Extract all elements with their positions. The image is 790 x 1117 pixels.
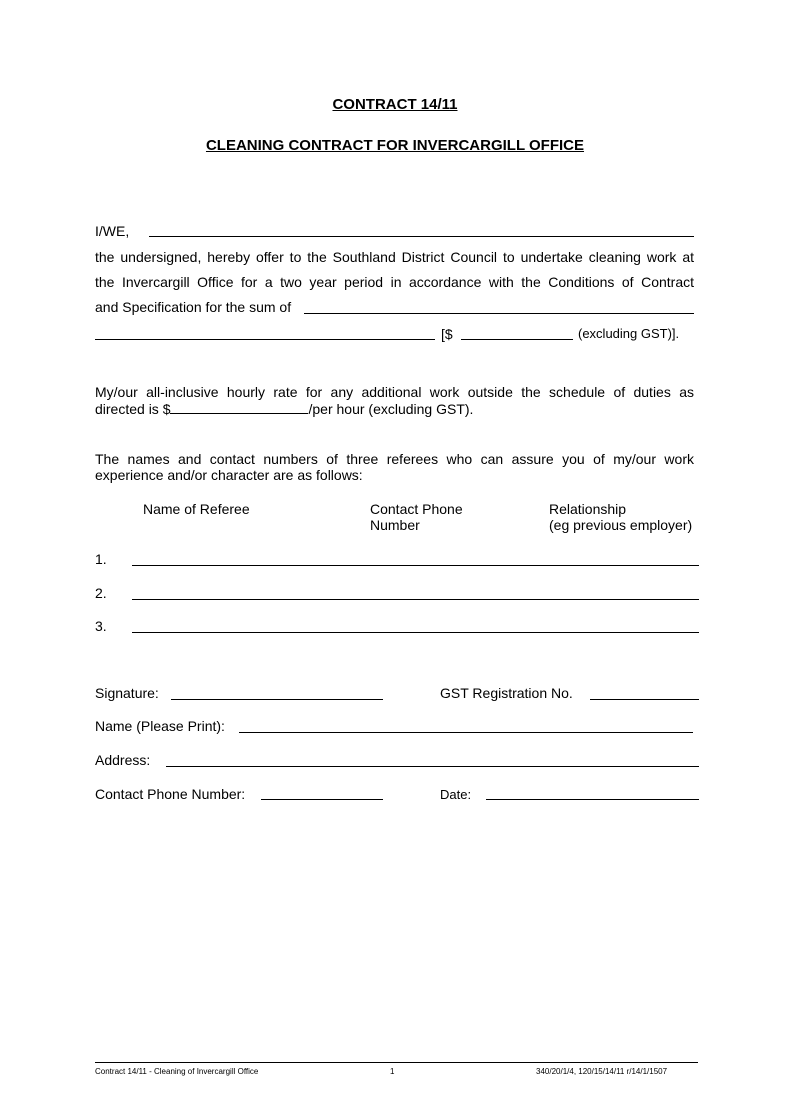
gst-field[interactable]	[590, 699, 699, 700]
sum-words-field-2[interactable]	[95, 339, 435, 340]
referee-row-number: 1.	[95, 551, 107, 567]
contact-phone-field[interactable]	[261, 799, 383, 800]
col-relationship-example: (eg previous employer)	[549, 517, 693, 533]
footer-reference: 340/20/1/4, 120/15/14/11 r/14/1/1507	[536, 1067, 668, 1076]
sum-words-field[interactable]	[304, 313, 694, 314]
signature-field[interactable]	[171, 699, 383, 700]
referee-1-field[interactable]	[132, 565, 699, 566]
hourly-prefix: directed is $	[95, 401, 171, 417]
referee-2-field[interactable]	[132, 599, 699, 600]
sum-amount-field[interactable]	[461, 339, 573, 340]
offer-line-4: and Specification for the sum of	[95, 299, 292, 315]
col-contact-phone: Contact Phone	[370, 501, 463, 517]
offer-line-2: the undersigned, hereby offer to the Southland District Council to undertake cleaning work at	[95, 249, 694, 265]
footer-rule	[95, 1062, 698, 1063]
sum-excluding-gst: (excluding GST)].	[578, 326, 680, 341]
referee-row-number: 2.	[95, 585, 107, 601]
address-label: Address:	[95, 752, 151, 768]
footer-page-number: 1	[390, 1067, 395, 1076]
contract-title: CONTRACT 14/11	[332, 96, 458, 113]
contact-phone-label: Contact Phone Number:	[95, 786, 246, 802]
signature-label: Signature:	[95, 685, 159, 701]
hourly-rate-field[interactable]	[170, 400, 308, 414]
referee-3-field[interactable]	[132, 632, 699, 633]
hourly-line-2	[95, 400, 473, 417]
referees-intro-2: experience and/or character are as follows:	[95, 467, 363, 483]
date-field[interactable]	[486, 799, 699, 800]
footer-left: Contract 14/11 - Cleaning of Invercargill Office	[95, 1067, 259, 1076]
gst-label: GST Registration No.	[440, 685, 573, 701]
name-print-field[interactable]	[239, 732, 693, 733]
sum-bracket-open: [$	[441, 326, 453, 342]
contract-subtitle: CLEANING CONTRACT FOR INVERCARGILL OFFICE	[205, 137, 585, 154]
referee-row-number: 3.	[95, 618, 107, 634]
col-contact-phone-number: Number	[370, 517, 420, 533]
date-label: Date:	[440, 787, 472, 802]
name-print-label: Name (Please Print):	[95, 718, 225, 734]
hourly-line-1: My/our all-inclusive hourly rate for any additional work outside the schedule of duties as	[95, 384, 694, 400]
address-field[interactable]	[166, 766, 699, 767]
col-relationship: Relationship	[549, 501, 627, 517]
iwe-label: I/WE,	[95, 223, 130, 239]
hourly-suffix: /per hour (excluding GST).	[308, 401, 474, 417]
referees-intro-1: The names and contact numbers of three referees who can assure you of my/our work	[95, 451, 694, 467]
iwe-name-field[interactable]	[149, 236, 694, 237]
offer-line-3: the Invercargill Office for a two year period in accordance with the Conditions of Contract	[95, 274, 694, 290]
col-name-of-referee: Name of Referee	[143, 501, 250, 517]
